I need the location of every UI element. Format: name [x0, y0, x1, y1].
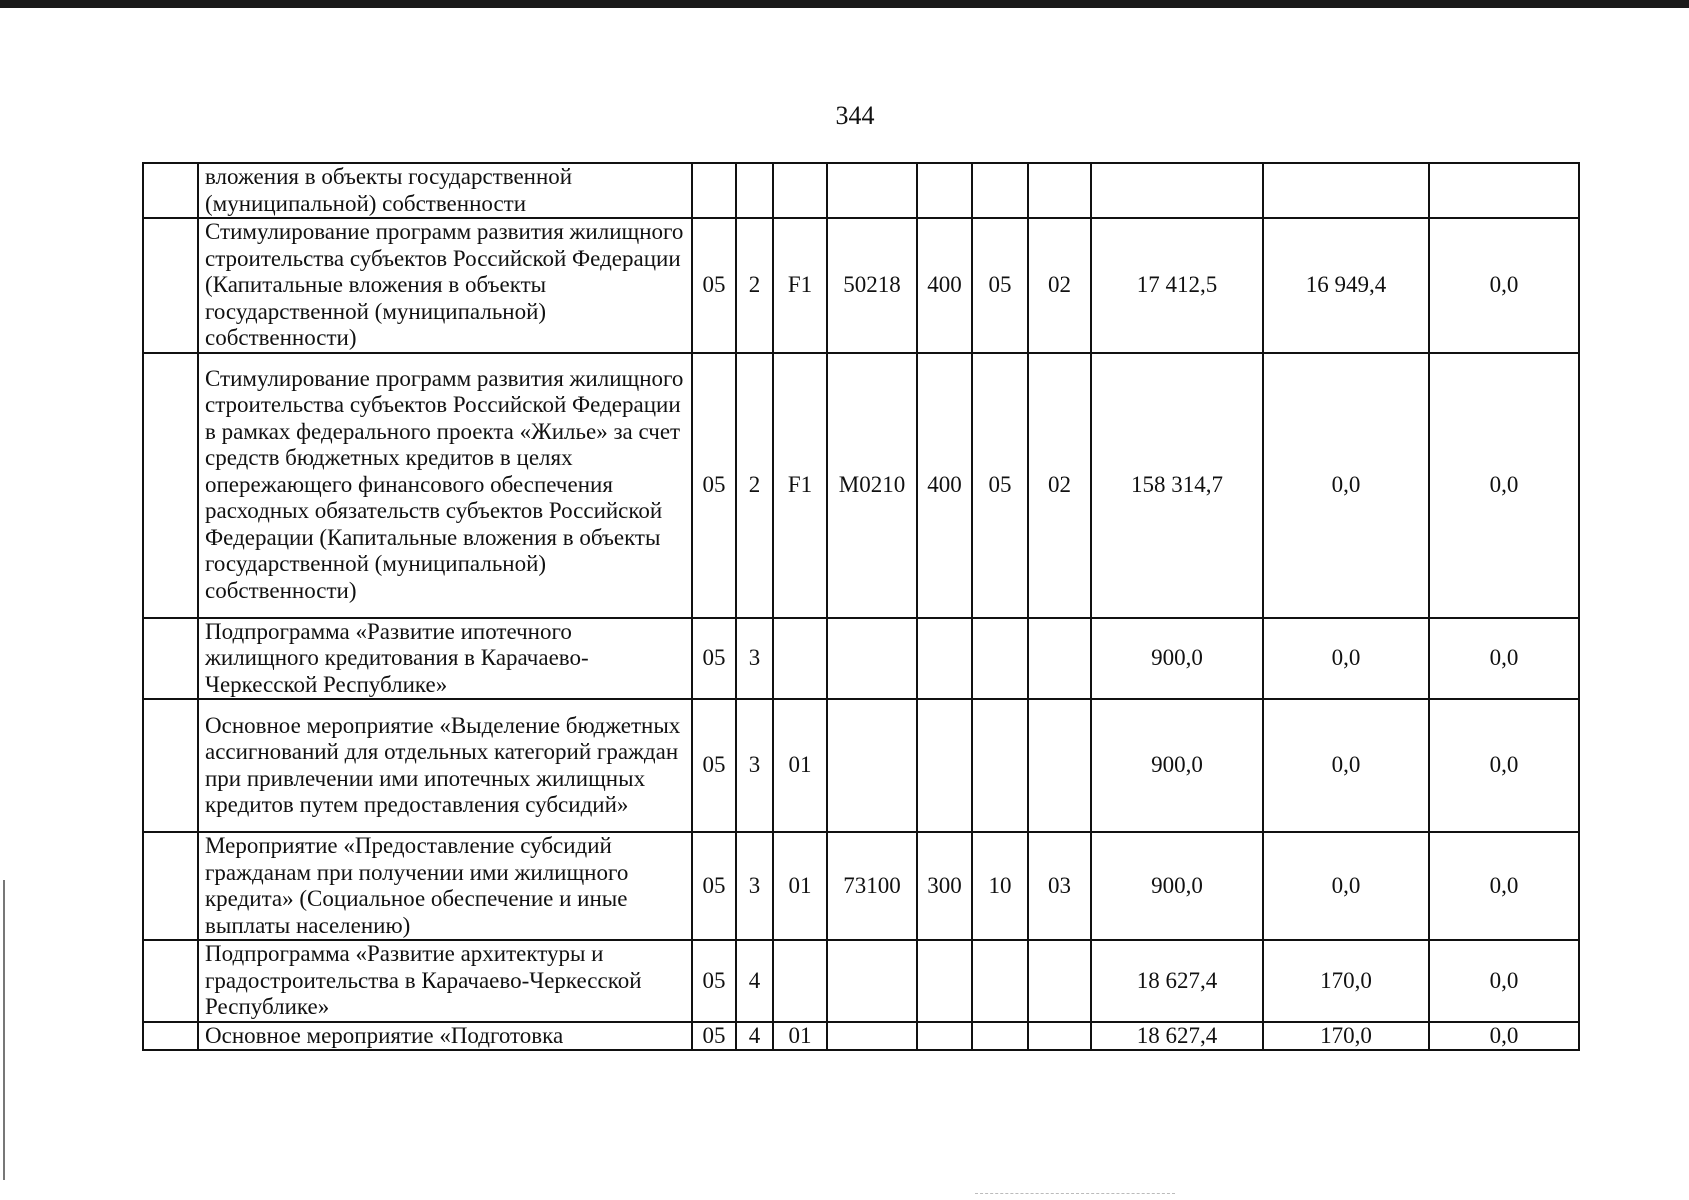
amount-cell: 0,0	[1263, 699, 1429, 832]
code-cell	[972, 940, 1028, 1022]
row-description: вложения в объекты государственной (муниципальной) собственности	[198, 163, 692, 218]
amount-cell: 0,0	[1429, 1022, 1579, 1051]
code-cell	[827, 699, 917, 832]
code-cell: 05	[972, 353, 1028, 618]
amount-cell: 0,0	[1263, 618, 1429, 700]
table-row	[143, 218, 1579, 353]
code-cell: 05	[692, 1022, 736, 1051]
code-cell	[827, 940, 917, 1022]
scan-left-edge-mark	[3, 880, 5, 1180]
code-cell	[1028, 618, 1091, 700]
row-number-cell	[143, 699, 198, 832]
amount-cell: 0,0	[1263, 353, 1429, 618]
row-number-cell	[143, 163, 198, 218]
row-number-cell	[143, 618, 198, 700]
scan-top-border	[0, 0, 1689, 8]
code-cell	[1028, 163, 1091, 218]
code-cell	[972, 1022, 1028, 1051]
amount-cell: 900,0	[1091, 699, 1263, 832]
code-cell: 300	[917, 832, 972, 940]
code-cell: 05	[692, 353, 736, 618]
amount-cell: 170,0	[1263, 940, 1429, 1022]
code-cell: 05	[692, 618, 736, 700]
code-cell	[917, 1022, 972, 1051]
amount-cell: 17 412,5	[1091, 218, 1263, 353]
amount-cell: 158 314,7	[1091, 353, 1263, 618]
code-cell: 2	[736, 218, 773, 353]
code-cell	[1028, 699, 1091, 832]
row-description: Подпрограмма «Развитие архитектуры и градостроительства в Карачаево-Черкесской Республике»	[198, 940, 692, 1022]
code-cell: 10	[972, 832, 1028, 940]
code-cell	[827, 1022, 917, 1051]
code-cell: 05	[692, 699, 736, 832]
amount-cell: 0,0	[1263, 832, 1429, 940]
row-number-cell	[143, 218, 198, 353]
code-cell: 05	[692, 832, 736, 940]
code-cell: F1	[773, 218, 827, 353]
code-cell: 02	[1028, 353, 1091, 618]
table-row	[143, 353, 1579, 618]
amount-cell: 0,0	[1429, 832, 1579, 940]
amount-cell: 0,0	[1429, 699, 1579, 832]
table-row	[143, 832, 1579, 940]
code-cell	[773, 163, 827, 218]
code-cell	[917, 618, 972, 700]
scan-bottom-mark	[975, 1193, 1175, 1195]
code-cell: 01	[773, 1022, 827, 1051]
row-number-cell	[143, 940, 198, 1022]
code-cell: 01	[773, 699, 827, 832]
amount-cell: 0,0	[1429, 940, 1579, 1022]
row-number-cell	[143, 1022, 198, 1051]
code-cell	[773, 940, 827, 1022]
amount-cell	[1429, 163, 1579, 218]
code-cell: 03	[1028, 832, 1091, 940]
row-description: Основное мероприятие «Выделение бюджетных ассигнований для отдельных категорий граждан при привлечении ими ипотечных жилищных кредитов путем предоставления субсидий»	[198, 699, 692, 832]
row-description: Подпрограмма «Развитие ипотечного жилищного кредитования в Карачаево-Черкесской Республике»	[198, 618, 692, 700]
code-cell: 3	[736, 618, 773, 700]
row-description: Стимулирование программ развития жилищного строительства субъектов Российской Федерации (Капитальные вложения в объекты государственной (муниципальной) собственности)	[198, 218, 692, 353]
row-description: Основное мероприятие «Подготовка	[198, 1022, 692, 1051]
code-cell: 05	[692, 940, 736, 1022]
code-cell	[917, 699, 972, 832]
code-cell: 400	[917, 353, 972, 618]
table-row	[143, 163, 1579, 218]
table-row	[143, 699, 1579, 832]
code-cell	[972, 163, 1028, 218]
code-cell: 01	[773, 832, 827, 940]
code-cell: 2	[736, 353, 773, 618]
code-cell: 73100	[827, 832, 917, 940]
code-cell: 50218	[827, 218, 917, 353]
table-row	[143, 618, 1579, 700]
row-description: Стимулирование программ развития жилищного строительства субъектов Российской Федерации в рамках федерального проекта «Жилье» за счет средств бюджетных кредитов в целях опережающего финансового обеспечения расходных обязательств субъектов Российской Федерации (Капитальные вложения в объекты государственной (муниципальной) собственности)	[198, 353, 692, 618]
amount-cell: 170,0	[1263, 1022, 1429, 1051]
code-cell: 02	[1028, 218, 1091, 353]
row-number-cell	[143, 832, 198, 940]
amount-cell: 18 627,4	[1091, 1022, 1263, 1051]
code-cell: M0210	[827, 353, 917, 618]
code-cell: 3	[736, 699, 773, 832]
amount-cell: 900,0	[1091, 618, 1263, 700]
amount-cell: 16 949,4	[1263, 218, 1429, 353]
row-description: Мероприятие «Предоставление субсидий гражданам при получении ими жилищного кредита» (Социальное обеспечение и иные выплаты населению)	[198, 832, 692, 940]
code-cell	[972, 699, 1028, 832]
amount-cell	[1091, 163, 1263, 218]
code-cell: 4	[736, 1022, 773, 1051]
code-cell	[972, 618, 1028, 700]
table-row	[143, 940, 1579, 1022]
amount-cell: 0,0	[1429, 353, 1579, 618]
amount-cell: 0,0	[1429, 618, 1579, 700]
code-cell: 05	[972, 218, 1028, 353]
code-cell: 4	[736, 940, 773, 1022]
code-cell	[1028, 940, 1091, 1022]
amount-cell: 0,0	[1429, 218, 1579, 353]
table-row	[143, 1022, 1579, 1051]
budget-table	[142, 162, 1580, 1051]
amount-cell	[1263, 163, 1429, 218]
code-cell	[773, 618, 827, 700]
code-cell	[1028, 1022, 1091, 1051]
amount-cell: 18 627,4	[1091, 940, 1263, 1022]
code-cell: 05	[692, 218, 736, 353]
page-number: 344	[835, 101, 875, 130]
code-cell: 3	[736, 832, 773, 940]
code-cell	[692, 163, 736, 218]
code-cell	[917, 940, 972, 1022]
code-cell	[917, 163, 972, 218]
row-number-cell	[143, 353, 198, 618]
code-cell	[827, 618, 917, 700]
code-cell: 400	[917, 218, 972, 353]
code-cell	[827, 163, 917, 218]
amount-cell: 900,0	[1091, 832, 1263, 940]
code-cell	[736, 163, 773, 218]
code-cell: F1	[773, 353, 827, 618]
